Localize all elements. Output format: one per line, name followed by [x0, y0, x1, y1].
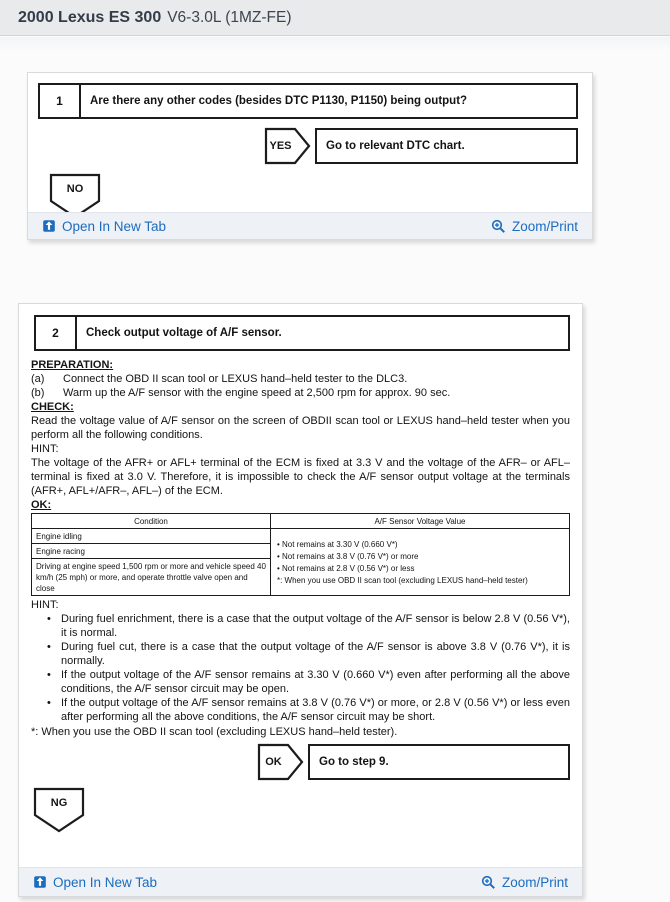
step-question: Check output voltage of A/F sensor. — [86, 327, 282, 339]
voltage-condition-table — [31, 513, 570, 596]
bullet-glyph: • — [47, 697, 51, 709]
table-row: Engine idling — [32, 529, 270, 544]
voltage-column-header: A/F Sensor Voltage Value — [374, 516, 466, 526]
preparation-heading: PREPARATION: — [31, 359, 114, 371]
prep-item-label: (a) — [31, 373, 45, 385]
ng-connector — [33, 787, 85, 833]
table-row: Driving at engine speed 1,500 rpm or more and vehicle speed 40 km/h (25 mph) or more, and operate throttle valve open and close — [36, 562, 266, 593]
ok-heading: OK: — [31, 499, 52, 511]
yes-label: YES — [269, 140, 292, 152]
zoom-print-label: Zoom/Print — [501, 874, 568, 890]
hint-bullet-text: During fuel enrichment, there is a case that the output voltage of the A/F sensor is below 2.8 V (0.56 V*), it is normal. — [61, 613, 570, 639]
no-connector — [49, 173, 101, 212]
ok-label: OK — [265, 756, 282, 768]
bullet-glyph: • — [47, 613, 51, 625]
prep-item — [31, 372, 570, 386]
asterisk-footnote: *: When you use the OBD II scan tool (excluding LEXUS hand–held tester). — [31, 726, 398, 738]
open-in-new-tab-label: Open In New Tab — [62, 218, 167, 234]
voltage-value-line: • Not remains at 2.8 V (0.56 V*) or less — [276, 563, 415, 573]
prep-item — [31, 386, 570, 400]
prep-item-text: Connect the OBD II scan tool or LEXUS hand–held tester to the DLC3. — [63, 373, 408, 385]
card-toolbar — [19, 867, 582, 896]
hint-bullet-item — [31, 640, 570, 668]
voltage-value-cell — [271, 529, 569, 595]
table-header-row — [32, 514, 569, 529]
table-row: Engine racing — [32, 544, 270, 559]
hint-text: The voltage of the AFR+ or AFL+ terminal of the ECM is fixed at 3.3 V and the voltage of the AFR– or AFL– terminal is fixed at 3.0 V. Therefore, it is impossible to check the A/F sensor output voltage at the terminals (AFR+, AFL+/AFR–, AFL–) of the ECM. — [31, 457, 570, 497]
open-in-new-tab-icon — [42, 219, 56, 233]
hint-bullet-item — [31, 696, 570, 724]
yes-connector — [264, 127, 311, 165]
condition-column-header: Condition — [32, 514, 271, 528]
open-in-new-tab-label: Open In New Tab — [53, 874, 158, 890]
ok-action-box: Go to step 9. — [308, 744, 570, 780]
voltage-value-footnote: *: When you use OBD II scan tool (excluding LEXUS hand–held tester) — [276, 575, 528, 585]
prep-item-text: Warm up the A/F sensor with the engine speed at 2,500 rpm for approx. 90 sec. — [63, 387, 451, 399]
no-label: NO — [66, 182, 84, 195]
hint-heading: HINT: — [31, 443, 59, 455]
voltage-value-line: • Not remains at 3.30 V (0.660 V*) — [276, 539, 398, 549]
table-body — [32, 529, 569, 595]
engine-spec: V6-3.0L (1MZ-FE) — [167, 8, 292, 26]
check-heading: CHECK: — [31, 401, 74, 413]
open-in-new-tab-icon — [33, 875, 47, 889]
diagnostic-step-card-1 — [27, 72, 593, 240]
ok-branch-row — [257, 743, 570, 781]
diagnostic-step-card-2 — [18, 303, 583, 897]
vehicle-header — [0, 0, 670, 36]
step-number: 2 — [36, 317, 77, 349]
ok-connector — [257, 743, 304, 781]
step-box — [38, 83, 578, 119]
open-in-new-tab-link[interactable] — [42, 219, 166, 234]
hint-bullet-text: If the output voltage of the A/F sensor remains at 3.30 V (0.660 V*) even after performing all the above conditions, the A/F sensor circuit may be open. — [61, 669, 570, 695]
zoom-magnifier-icon — [491, 219, 506, 234]
hint-bullet-item — [31, 612, 570, 640]
prep-item-label: (b) — [31, 387, 45, 399]
check-text: Read the voltage value of A/F sensor on the screen of OBDII scan tool or LEXUS hand–held tester when you perform all the following conditions. — [31, 415, 570, 441]
zoom-print-link[interactable] — [481, 875, 568, 890]
step-question: Are there any other codes (besides DTC P1130, P1150) being output? — [90, 95, 468, 107]
bullet-glyph: • — [47, 641, 51, 653]
hint2-heading: HINT: — [31, 599, 59, 611]
open-in-new-tab-link[interactable] — [33, 875, 157, 890]
flowchart-scan-1 — [28, 73, 592, 212]
step-box — [34, 315, 570, 351]
hint-bullet-text: During fuel cut, there is a case that the output voltage of the A/F sensor is above 3.8 V (0.76 V*), it is normally. — [61, 641, 570, 667]
hint-list-section — [31, 598, 570, 739]
header-fade — [0, 37, 670, 51]
voltage-value-line: • Not remains at 3.8 V (0.76 V*) or more — [276, 551, 419, 561]
yes-branch-row — [264, 127, 578, 165]
bullet-glyph: • — [47, 669, 51, 681]
card-toolbar — [28, 212, 592, 239]
hint-bullet-item — [31, 668, 570, 696]
condition-column — [32, 529, 271, 595]
procedure-text — [31, 358, 570, 512]
hint-bullet-text: If the output voltage of the A/F sensor remains at 3.8 V (0.76 V*) or more, or 2.8 V (0.56 V*) or less even after performing all the above conditions, the A/F sensor circuit may be short. — [61, 697, 570, 723]
vehicle-name: 2000 Lexus ES 300 — [18, 8, 162, 26]
zoom-magnifier-icon — [481, 875, 496, 890]
yes-action-box: Go to relevant DTC chart. — [315, 128, 578, 164]
zoom-print-link[interactable] — [491, 219, 578, 234]
step-number: 1 — [40, 85, 81, 117]
ng-label: NG — [50, 796, 68, 809]
flowchart-scan-2 — [19, 304, 582, 867]
zoom-print-label: Zoom/Print — [511, 218, 578, 234]
